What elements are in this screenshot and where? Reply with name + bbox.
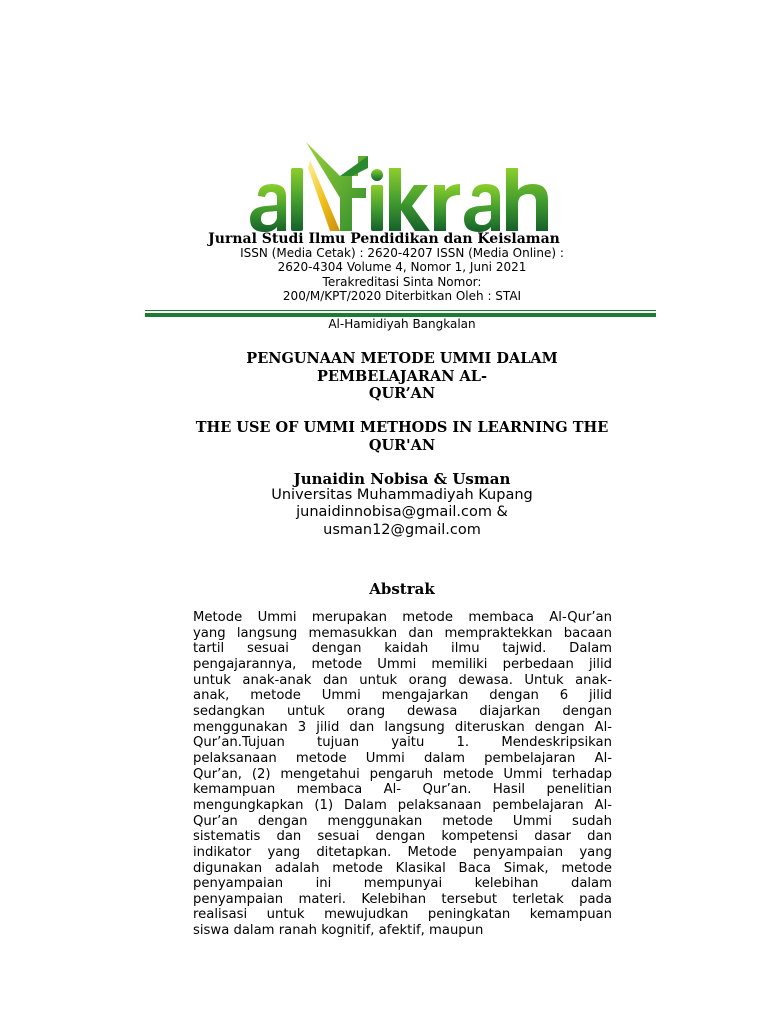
abstract-heading: Abstrak xyxy=(369,580,435,598)
affiliation-line: Universitas Muhammadiyah Kupang xyxy=(271,487,533,503)
abstract-line: indikator yang ditetapkan. Metode penyampaian yang xyxy=(193,844,612,860)
abstract-line: penyampaian materi. Kelebihan tersebut terletak pada xyxy=(193,891,612,907)
title-line: THE USE OF UMMI METHODS IN LEARNING THE xyxy=(195,419,609,436)
publisher-name: Al-Hamidiyah Bangkalan xyxy=(328,317,476,331)
email-line: usman12@gmail.com xyxy=(323,521,481,538)
title-line: QUR’AN xyxy=(368,385,436,402)
issn-line: ISSN (Media Cetak) : 2620-4207 ISSN (Media Online) : xyxy=(240,246,564,260)
journal-logo xyxy=(244,138,564,236)
article-title-english xyxy=(168,419,636,454)
logo-letter-a xyxy=(250,184,286,232)
journal-title: Jurnal Studi Ilmu Pendidikan dan Keislaman xyxy=(208,231,560,247)
affiliation-block xyxy=(210,487,594,539)
abstract-line: mengungkapkan (1) Dalam pelaksanaan pembelajaran Al- xyxy=(193,797,612,813)
abstract-line: Qur’an dengan menggunakan metode Ummi sudah xyxy=(193,813,612,829)
logo-letter-f xyxy=(306,142,368,231)
issn-block xyxy=(210,246,594,304)
abstract-body xyxy=(193,610,612,939)
abstract-line: siswa dalam ranah kognitif, afektif, maupun xyxy=(193,923,484,939)
abstract-line: yang langsung memasukkan dan mempraktekkan bacaan xyxy=(193,625,612,641)
abstract-line: penyampaian ini mempunyai kelebihan dalam xyxy=(193,876,612,892)
abstract-line: menggunakan 3 jilid dan langsung diteruskan dengan Al- xyxy=(193,719,612,735)
logo-letter-l xyxy=(291,168,303,231)
abstract-line: Metode Ummi merupakan metode membaca Al-Qur’an xyxy=(193,610,612,625)
abstract-line: digunakan adalah metode Klasikal Baca Simak, metode xyxy=(193,860,612,876)
issn-line: 200/M/KPT/2020 Diterbitkan Oleh : STAI xyxy=(282,289,522,304)
issn-line: Terakreditasi Sinta Nomor: xyxy=(322,274,482,289)
logo-letter-r xyxy=(434,184,460,231)
authors: Junaidin Nobisa & Usman xyxy=(293,470,511,488)
title-line: PEMBELAJARAN AL- xyxy=(317,367,487,385)
logo-letter-k xyxy=(389,168,430,231)
abstract-line: sistematis dan sesuai dengan kompetensi dasar dan xyxy=(193,829,612,845)
abstract-line: untuk anak-anak dan untuk orang dewasa. Untuk anak- xyxy=(193,672,612,688)
abstract-line: pelaksanaan metode Ummi dalam pembelajaran Al- xyxy=(193,750,612,766)
abstract-line: Qur’an, (2) mengetahui pengaruh metode Ummi terhadap xyxy=(193,766,612,782)
title-line: PENGUNAAN METODE UMMI DALAM xyxy=(246,350,558,367)
logo-letter-i xyxy=(371,169,383,231)
header-rule-thin xyxy=(145,310,656,311)
logo-letter-a2 xyxy=(464,184,500,232)
article-title-indonesian xyxy=(210,350,594,403)
abstract-line: anak, metode Ummi mengajarkan dengan 6 jilid xyxy=(193,688,612,704)
email-line: junaidinnobisa@gmail.com & xyxy=(296,504,508,521)
abstract-line: sedangkan untuk orang dewasa diajarkan dengan xyxy=(193,703,612,719)
abstract-line: kemampuan membaca Al- Qur’an. Hasil penelitian xyxy=(193,782,612,798)
abstract-line: pengajarannya, metode Ummi memiliki perbedaan jilid xyxy=(193,656,612,672)
abstract-line: Qur’an.Tujuan tujuan yaitu 1. Mendeskripsikan xyxy=(193,735,612,751)
title-line: QUR'AN xyxy=(368,436,436,454)
abstract-line: tartil sesuai dengan kaidah ilmu tajwid. Dalam xyxy=(193,641,612,657)
logo-letter-h xyxy=(506,168,548,231)
abstract-line: realisasi untuk mewujudkan peningkatan kemampuan xyxy=(193,907,612,923)
issn-line: 2620-4304 Volume 4, Nomor 1, Juni 2021 xyxy=(277,260,527,275)
